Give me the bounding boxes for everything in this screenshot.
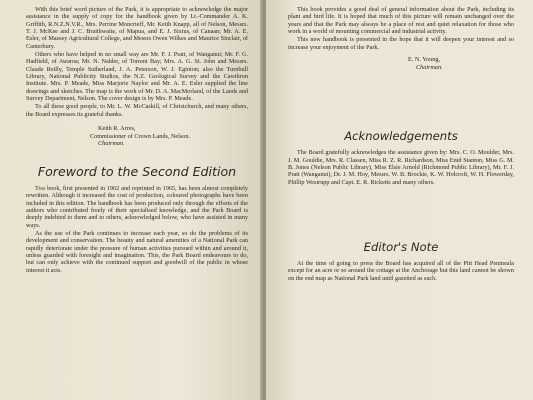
right-page: [266, 0, 533, 400]
signature-role: Chairman.: [98, 140, 125, 148]
intro-paragraph: Others who have helped in no small way are Mr. F. J. Pratt, of Wanganui; Mr. F. G. Hadfield, of Awaroa; Mr. N. Nalder, of Torrent Bay; Mrs. A. G. St. John and Messrs. Claude Reilly, Temple Sutherland, J. A. Peterson, W. J. Eginton; also the Turnbull Library, National Publicity Studios, the N.Z. Geological Survey and the Cawthron Institute. Mrs. P. Meade, Miss Marjorie Naylor and Mr. A. E. Esler supplied the line drawings and sketches. The map is the work of Mr. D. A. MacMorland, of the Lands and Survey Department, Nelson. The cover design is by Mrs. P. Meade.: [26, 51, 248, 103]
foreword-first-word: This: [35, 184, 46, 192]
signature-name: Keith R. Arres,: [98, 125, 136, 133]
signature-name: E. N. Young,: [408, 56, 440, 64]
intro-paragraph: This new handbook is presented in the hope that it will deepen your interest and so increase your enjoyment of the Park.: [288, 36, 514, 51]
signature-title: Commissioner of Crown Lands, Nelson.: [90, 132, 191, 140]
acknowledgements-heading: Acknowledgements: [344, 129, 458, 144]
intro-paragraph: This book provides a good deal of general information about the Park, including its plant and bird life. It is hoped that much of this picture will remain unchanged over the years and that the Park may always be a place of rest and quiet relaxation for those who work in a world of mounting commercial and industrial activity.: [288, 6, 514, 36]
editors-note-paragraph: At the time of going to press the Board has acquired all of the Pitt Head Peninsula except for an acre or so around the cottage at the Anchorage but this land cannot be shown on the end map as National Park land until gazetted as such.: [288, 259, 514, 282]
editors-note-heading: Editor's Note: [363, 239, 439, 254]
signature-role: Chairman.: [416, 63, 443, 71]
right-page-content: [288, 6, 514, 282]
foreword-paragraph: As the use of the Park continues to increase each year, so do the problems of its development and conservation. The beauty and natural amenities of a National Park can rapidly deteriorate under the pressure of human activities pursued within and around it, unless guarded with foresight and imagination. This, the Park Board endeavours to do, but can only achieve with the continued support and goodwill of the public in whose interest it acts.: [26, 230, 248, 274]
left-page-content: [26, 6, 248, 274]
foreword-heading: Foreword to the Second Edition: [37, 163, 237, 179]
foreword-paragraph-text: book, first presented in 1962 and reprinted in 1965, has been almost completely rewritten. Although it increased the cost of production, coloured photographs have been included in this edition. The handbook has been produced only through the efforts of the authors who contributed freely of their specialised knowledge, and the Park Board is deeply indebted to them and to others, acknowledged below, who have assisted in many ways.: [26, 184, 248, 229]
foreword-paragraph: [26, 185, 248, 229]
intro-paragraph: With this brief word picture of the Park, it is appropriate to acknowledge the major assistance in the supply of copy for the handbook given by Lt.-Commander A. K. Griffith, R.N.Z.N.V.R., Mrs. Perrine Moncrieff, Mr. Keith Knapp, all of Nelson, Messrs. T. J. McKee and J. C. Braithwaite, of Mapua, and E. J. Sixtus, of Canaan; Mr. A. E. Esler, of Massey Agricultural College, and Messrs Owen Wilkes and Maurice Sinclair, of Canterbury.: [26, 6, 248, 50]
left-page: [0, 0, 262, 400]
acknowledgements-paragraph: The Board gratefully acknowledges the assistance given by: Mrs. C. O. Moulder, Mrs. J. M. Gouldie, Mrs. R. Classen, Miss R. Z. R. Richardson, Miss Enid Stanton, Miss G. M. B. Jones (Nelson Public Library), Miss Elsie Arnold (Richmond Public Library), Mr. F. J. Pratt (Wanganui), Dr. J. M. Hoy, Messrs. W. B. Brockie, K. W. Holcroft, W. H. Flowerday, Phillip Westrupp and Capt. E. R. Ricketts and many others.: [288, 149, 514, 186]
intro-paragraph: To all these good people, to Mr. L. W. McCaskill, of Christchurch, and many others, the Board expresses its grateful thanks.: [26, 103, 248, 118]
